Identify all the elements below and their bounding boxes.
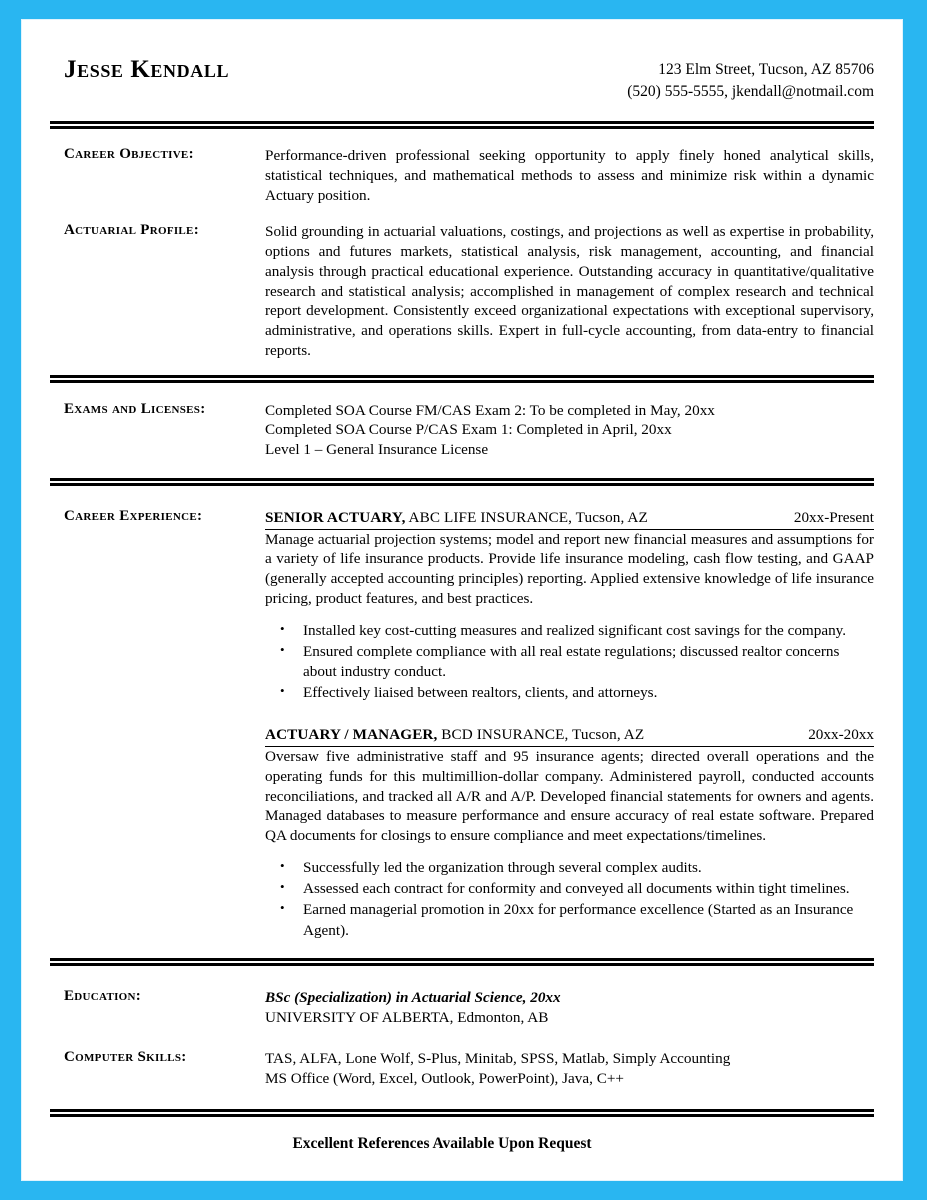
section-career-experience: [50, 508, 874, 942]
job-title-line: [265, 725, 644, 745]
content-exams-licenses: [265, 401, 874, 460]
contact-address: 123 Elm Street, Tucson, AZ 85706: [658, 61, 874, 78]
job-title-line: [265, 508, 648, 528]
section-actuarial-profile: [50, 222, 874, 360]
job-company: ABC LIFE INSURANCE,: [405, 508, 573, 526]
label-actuarial-profile: Actuarial Profile:: [64, 222, 199, 239]
job-location: Tucson, AZ: [568, 726, 645, 744]
job-description: Oversaw five administrative staff and 95 insurance agents; directed overall operations and the operating funds for this multimillion-dollar company. Administered payroll, conducted accounts reconciliations, and tracked all A/R and A/P. Developed financial statements for owners and agents. Managed databases to measure performance and ensure accuracy of real estate software. Prepared QA documents for closings to ensure compliance and meet expectations/timelines.: [265, 748, 874, 845]
job-bullet: • Installed key cost-cutting measures and realized significant cost savings for the company.: [303, 621, 874, 641]
label-computer-skills: Computer Skills:: [64, 1049, 187, 1066]
candidate-name: Jesse Kendall: [64, 56, 230, 83]
job-title: SENIOR ACTUARY,: [265, 508, 406, 526]
divider-below-exams: [50, 478, 874, 486]
content-education: [265, 988, 874, 1028]
exam-item: Level 1 – General Insurance License: [265, 441, 489, 458]
divider-above-exams: [50, 375, 874, 383]
job-dates: 20xx-Present: [793, 508, 874, 526]
job-bullet: • Successfully led the organization through several complex audits.: [303, 858, 874, 878]
divider-above-education: [50, 958, 874, 966]
label-exams-licenses: Exams and Licenses:: [64, 400, 206, 417]
exam-item: Completed SOA Course FM/CAS Exam 2: To be completed in May, 20xx: [265, 401, 715, 419]
section-computer-skills: [50, 1049, 874, 1089]
job-bullet: • Assessed each contract for conformity and conveyed all documents within tight timelines.: [303, 879, 874, 899]
content-computer-skills: [265, 1049, 874, 1089]
profile-text: Solid grounding in actuarial valuations, costings, and projections as well as expertise in probability, options and futures markets, statistical analysis, risk management, accounting, and financial analysis through practical educational experience. Outstanding accuracy in quantitative/qualitative research and statistical analysis; accomplished in management of complex research and technical report development. Consistently exceed organizational expectations with exceptional supervisory, administrative, and operations skills. Expert in full-cycle accounting, from data-entry to financial reports.: [265, 223, 874, 359]
education-school: UNIVERSITY OF ALBERTA, Edmonton, AB: [265, 1008, 549, 1026]
contact-block: [627, 56, 874, 103]
section-exams-licenses: [50, 401, 874, 460]
content-career-objective: [265, 146, 874, 205]
education-degree: BSc (Specialization) in Actuarial Science, 20xx: [265, 988, 561, 1006]
section-career-objective: [50, 146, 874, 205]
job-location: Tucson, AZ: [572, 508, 648, 526]
contact-phone-email: (520) 555-5555, jkendall@notmail.com: [627, 83, 874, 100]
skills-line: TAS, ALFA, Lone Wolf, S-Plus, Minitab, SPSS, Matlab, Simply Accounting: [265, 1050, 731, 1068]
job-header: [265, 508, 874, 530]
job-description: Manage actuarial projection systems; model and report new financial measures and assumptions for a variety of life insurance products. Provide life insurance modeling, cash flow testing, and GAAP (generally accepted accounting principles) reporting. Applied extensive knowledge of life insurance pricing, product features, and best practices.: [265, 530, 874, 607]
job-title: ACTUARY / MANAGER,: [265, 726, 438, 744]
exam-item: Completed SOA Course P/CAS Exam 1: Completed in April, 20xx: [265, 421, 672, 439]
job-bullet: • Ensured complete compliance with all real estate regulations; discussed realtor concerns about industry conduct.: [303, 642, 874, 682]
job-company: BCD INSURANCE,: [437, 726, 569, 744]
job-bullet: • Earned managerial promotion in 20xx for performance excellence (Started as an Insurance Agent).: [303, 900, 874, 940]
job-dates: 20xx-20xx: [808, 726, 874, 744]
objective-text: Performance-driven professional seeking opportunity to apply finely honed analytical skills, statistical techniques, and mathematical methods to assess and minimize risk within a dynamic Actuary position.: [265, 147, 874, 204]
content-actuarial-profile: [265, 222, 874, 360]
references-note: Excellent References Available Upon Request: [292, 1134, 592, 1152]
divider-header: [50, 121, 874, 129]
job-bullet: • Effectively liaised between realtors, clients, and attorneys.: [303, 683, 874, 703]
job-header: [265, 725, 874, 747]
label-career-experience: Career Experience:: [64, 507, 203, 524]
section-education: [50, 988, 874, 1028]
job-entry: [265, 725, 874, 940]
resume-header: [50, 20, 874, 103]
resume-page: [22, 20, 902, 1180]
skills-line: MS Office (Word, Excel, Outlook, PowerPoint), Java, C++: [265, 1070, 624, 1087]
job-bullet-list: [265, 858, 874, 941]
label-career-objective: Career Objective:: [64, 146, 194, 162]
job-bullet-list: [265, 621, 874, 704]
resume-sheet: [22, 20, 902, 1153]
content-career-experience: [265, 508, 874, 942]
label-education: Education:: [64, 987, 142, 1004]
divider-footer: [50, 1109, 874, 1117]
job-entry: [265, 508, 874, 704]
